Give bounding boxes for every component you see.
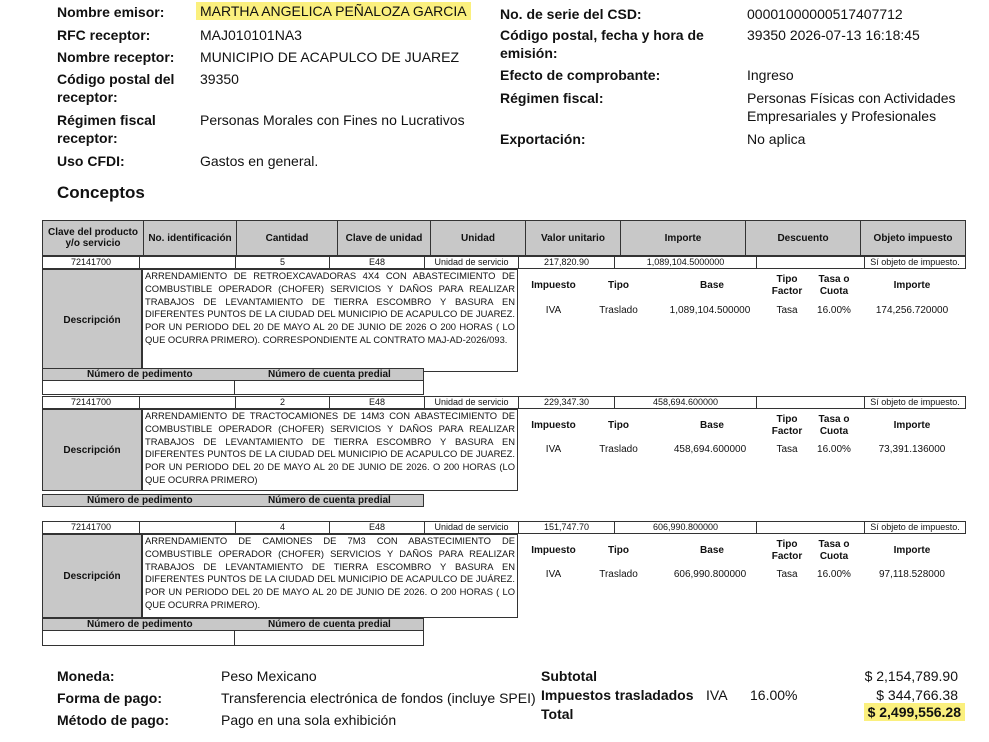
tax-factor-header: Tipo Factor [771, 274, 803, 297]
tax-base-header: Base [700, 280, 724, 291]
tax-tipo: Traslado [599, 444, 638, 455]
exportacion-label: Exportación: [500, 131, 586, 147]
item-cantidad: 5 [236, 257, 330, 268]
efecto-label: Efecto de comprobante: [500, 67, 661, 83]
col-unidad: Unidad [431, 221, 526, 256]
impuestos-tasa: 16.00% [750, 687, 798, 703]
item-objeto: Sí objeto de impuesto. [870, 522, 960, 532]
tax-importe: 97,118.528000 [879, 569, 945, 580]
impuestos-value: $ 344,766.38 [876, 687, 958, 703]
col-clave-unidad: Clave de unidad [338, 221, 431, 256]
item-row [42, 396, 966, 409]
tax-importe: 73,391.136000 [878, 444, 946, 455]
col-no-identificacion: No. identificación [144, 221, 237, 256]
descripcion-text: ARRENDAMIENTO DE CAMIONES DE 7M3 CON ABASTECIMIENTO DE COMBUSTIBLE OPERADOR (CHOFER) SERVICIOS Y DAÑOS PARA REALIZAR TRABAJOS DE LEVANTAMIENTO DE TIERRA ESCOMBRO Y BASURA EN DIFERENTES PUNTOS DE LA CIUDAD DEL MUNICIPIO DE ACAPULCO DE JUÁREZ. POR UN PERIODO DEL 20 DE MAYO AL 20 DE JUNIO DE 2026. O 200 HORAS ( LO QUE OCURRA PRIMERO). [142, 534, 518, 618]
tax-tipo: Traslado [599, 305, 638, 316]
tax-tasa-header: Tasa o Cuota [818, 414, 850, 437]
tax-importe-header: Importe [893, 420, 931, 431]
item-clave: 72141700 [43, 522, 140, 533]
regimen-label: Régimen fiscal: [500, 90, 604, 106]
item-clave-unidad: E48 [330, 397, 425, 408]
item-objeto: Sí objeto de impuesto. [870, 257, 960, 267]
descripcion-label: Descripción [42, 534, 142, 618]
tax-impuesto: IVA [545, 569, 562, 580]
item-row [42, 256, 966, 269]
item-cantidad: 2 [236, 397, 330, 408]
cp-fecha-value: 39350 2026-07-13 16:18:45 [747, 27, 920, 43]
pedimento-label: Número de pedimento [87, 619, 193, 630]
uso-cfdi-value: Gastos en general. [200, 153, 319, 169]
item-no-id [140, 257, 236, 268]
metodo-pago-label: Método de pago: [57, 712, 169, 728]
uso-cfdi-label: Uso CFDI: [57, 153, 125, 169]
pedimento-row [42, 631, 424, 646]
item-unidad: Unidad de servicio [425, 397, 519, 408]
item-descuento [757, 257, 865, 268]
descripcion-label: Descripción [42, 409, 142, 491]
pedimento-header [42, 368, 424, 381]
item-valor-unitario: 229,347.30 [519, 397, 615, 408]
rfc-value: MAJ010101NA3 [200, 27, 302, 43]
tax-tipo-header: Tipo [608, 545, 629, 556]
receptor-value: MUNICIPIO DE ACAPULCO DE JUAREZ [200, 49, 460, 65]
regimen-receptor-value: Personas Morales con Fines no Lucrativos [200, 112, 465, 128]
csd-value: 00001000000517407712 [747, 6, 903, 22]
item-clave: 72141700 [43, 257, 140, 268]
item-clave-unidad: E48 [330, 257, 425, 268]
tax-factor-header: Tipo Factor [771, 539, 803, 562]
col-cantidad: Cantidad [237, 221, 338, 256]
tax-base: 606,990.800000 [673, 569, 747, 580]
regimen-value: Personas Físicas con Actividades Empresariales y Profesionales [747, 90, 956, 124]
tax-importe: 174,256.720000 [875, 305, 949, 316]
item-valor-unitario: 151,747.70 [519, 522, 615, 533]
tax-tipo: Traslado [599, 569, 638, 580]
tax-tasa-header: Tasa o Cuota [818, 274, 850, 297]
pedimento-label: Número de pedimento [87, 495, 193, 506]
receptor-label: Nombre receptor: [57, 49, 175, 65]
moneda-label: Moneda: [57, 668, 115, 684]
tax-tasa: 16.00% [817, 569, 851, 580]
item-valor-unitario: 217,820.90 [519, 257, 615, 268]
emisor-label: Nombre emisor: [57, 4, 165, 20]
emisor-value [196, 2, 471, 20]
tax-tasa: 16.00% [817, 305, 851, 316]
csd-label: No. de serie del CSD: [500, 6, 642, 22]
tax-base-header: Base [700, 545, 724, 556]
tax-base: 458,694.600000 [673, 444, 747, 455]
tax-base-header: Base [700, 420, 724, 431]
impuestos-label: Impuestos trasladados [541, 687, 694, 703]
emisor-highlight: MARTHA ANGELICA PEÑALOZA GARCIA [196, 2, 471, 20]
impuestos-tipo: IVA [706, 687, 728, 703]
tax-impuesto: IVA [545, 305, 562, 316]
cp-fecha-label: Código postal, fecha y hora de emisión: [500, 27, 704, 61]
cp-receptor-value: 39350 [200, 71, 239, 87]
moneda-value: Peso Mexicano [221, 668, 317, 684]
tax-base: 1,089,104.500000 [669, 305, 751, 316]
tax-tipo-header: Tipo [608, 280, 629, 291]
col-clave: Clave del producto y/o servicio [43, 221, 144, 256]
item-cantidad: 4 [236, 522, 330, 533]
item-descuento [757, 522, 865, 533]
tax-tipo-header: Tipo [608, 420, 629, 431]
pedimento-header [42, 618, 424, 631]
item-no-id [140, 397, 236, 408]
regimen-receptor-label: Régimen fiscal receptor: [57, 112, 156, 146]
conceptos-header [42, 220, 966, 256]
tax-factor: Tasa [776, 305, 798, 316]
tax-impuesto-header: Impuesto [531, 420, 576, 431]
subtotal-label: Subtotal [541, 668, 597, 684]
tax-importe-header: Importe [893, 545, 931, 556]
rfc-label: RFC receptor: [57, 27, 151, 43]
item-clave-unidad: E48 [330, 522, 425, 533]
col-valor-unitario: Valor unitario [526, 221, 621, 256]
item-unidad: Unidad de servicio [425, 522, 519, 533]
total-label: Total [541, 706, 574, 722]
descripcion-text: ARRENDAMIENTO DE TRACTOCAMIONES DE 14M3 CON ABASTECIMIENTO DE COMBUSTIBLE OPERADOR (CHOFER) SERVICIOS Y DAÑOS PARA REALIZAR TRABAJOS DE LEVANTAMIENTO DE TIERRA ESCOMBRO Y BASURA EN DIFERENTES PUNTOS DE LA CIUDAD DEL MUNICIPIO DE ACAPULCO DE JUAREZ. POR UN PERIODO DEL 20 DE MAYO AL 20 DE JUNIO DE 2026. O 200 HORAS (LO QUE OCURRA PRIMERO) [142, 409, 518, 491]
item-importe: 458,694.600000 [615, 397, 757, 408]
tax-tasa-header: Tasa o Cuota [818, 539, 850, 562]
item-clave: 72141700 [43, 397, 140, 408]
item-unidad: Unidad de servicio [425, 257, 519, 268]
item-no-id [140, 522, 236, 533]
predial-label: Número de cuenta predial [268, 369, 391, 380]
pedimento-header [42, 494, 424, 507]
tax-impuesto: IVA [545, 444, 562, 455]
tax-factor: Tasa [776, 569, 798, 580]
tax-impuesto-header: Impuesto [531, 280, 576, 291]
subtotal-value: $ 2,154,789.90 [864, 668, 958, 684]
total-highlight: $ 2,499,556.28 [864, 703, 965, 721]
tax-tasa: 16.00% [817, 444, 851, 455]
cp-receptor-label: Código postal del receptor: [57, 71, 175, 105]
forma-pago-value: Transferencia electrónica de fondos (incluye SPEI) [221, 690, 536, 706]
pedimento-row [42, 381, 424, 395]
total-value [864, 703, 965, 721]
efecto-value: Ingreso [747, 67, 794, 83]
predial-label: Número de cuenta predial [268, 619, 391, 630]
item-descuento [757, 397, 865, 408]
forma-pago-label: Forma de pago: [57, 690, 163, 706]
tax-importe-header: Importe [893, 280, 931, 291]
conceptos-title: Conceptos [57, 183, 145, 202]
item-importe: 1,089,104.5000000 [615, 257, 757, 268]
col-objeto-impuesto: Objeto impuesto [861, 221, 966, 256]
metodo-pago-value: Pago en una sola exhibición [221, 712, 397, 728]
tax-impuesto-header: Impuesto [531, 545, 576, 556]
tax-factor-header: Tipo Factor [771, 414, 803, 437]
tax-factor: Tasa [776, 444, 798, 455]
descripcion-label: Descripción [42, 269, 142, 372]
descripcion-text: ARRENDAMIENTO DE RETROEXCAVADORAS 4X4 CON ABASTECIMIENTO DE COMBUSTIBLE OPERADOR (CHOFER) SERVICIOS Y DAÑOS PARA REALIZAR TRABAJOS DE LEVANTAMIENTO DE TIERRA ESCOMBRO Y BASURA EN DIFERENTES PUNTOS DE LA CIUDAD DEL MUNICIPIO DE ACAPULCO DE JUAREZ. POR UN PERIODO DEL 20 DE MAYO AL 20 DE JUNIO DE 2026 O 200 HORAS ( LO QUE OCURRA PRIMERO). CORRESPONDIENTE AL CONTRATO MAJ-AD-2026/093. [142, 269, 518, 372]
col-descuento: Descuento [746, 221, 861, 256]
item-row [42, 521, 966, 534]
item-objeto: Sí objeto de impuesto. [870, 397, 960, 407]
exportacion-value: No aplica [747, 131, 806, 147]
item-importe: 606,990.800000 [615, 522, 757, 533]
predial-label: Número de cuenta predial [268, 495, 391, 506]
pedimento-label: Número de pedimento [87, 369, 193, 380]
col-importe: Importe [621, 221, 746, 256]
